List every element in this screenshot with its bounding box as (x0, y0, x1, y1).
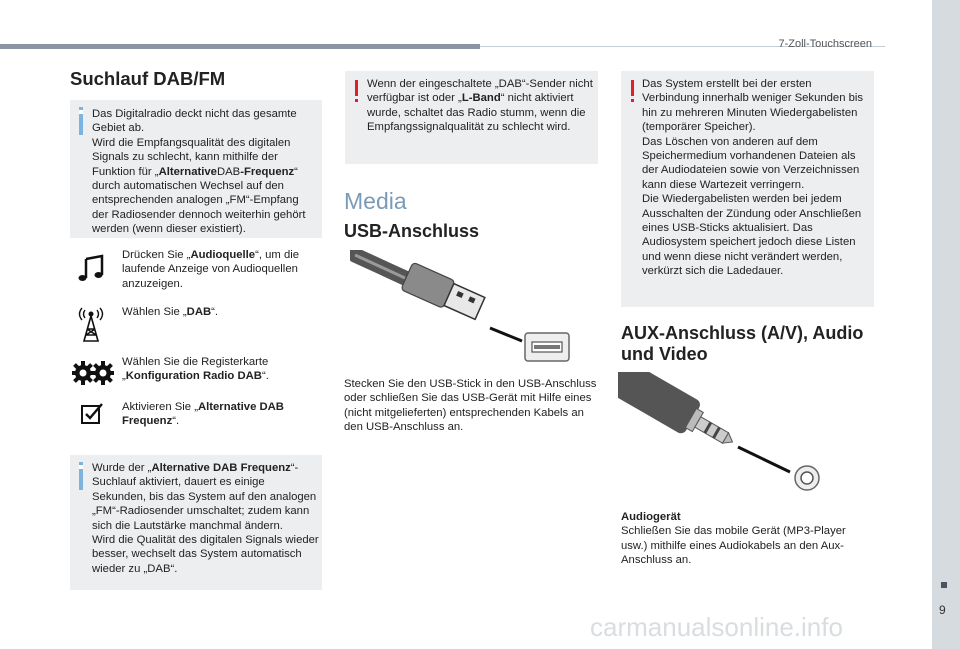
warning-note-text: Das System erstellt bei der ersten Verbindung innerhalb weniger Sekunden bis hin zu mehreren Minuten Wiedergabelisten (temporärer Speicher). Das Löschen von anderen auf dem Speichermedium vorhandenen Dateien als der Audiodateien sowie von Verzeichnissen kann diese Wartezeit verringern. Die Wiedergabelisten werden bei jedem Ausschalten der Zündung oder Anschließen eines USB-Sticks aktualisiert. Das Audiosystem speichert jedoch diese Listen und wenn diese nicht verändert werden, verkürzt sich die Ladedauer. (642, 78, 864, 278)
side-margin (932, 0, 960, 649)
warning-icon (631, 80, 634, 96)
warning-icon (355, 80, 358, 96)
step-audio-source: Drücken Sie „Audioquelle“, um die laufende Anzeige von Audioquellen anzuzeigen. (122, 249, 300, 290)
info-note-text: Wurde der „Alternative DAB Frequenz“-Suchlauf aktiviert, dauert es einige Sekunden, bis das System auf den analogen „FM“-Radiosender umschaltet; zudem kann sich die Lautstärke manchmal ändern. Wird die Qualität des digitalen Signals wieder besser, wechselt das System automatisch wieder zu „DAB“. (92, 462, 319, 575)
audio-jack-illustration (618, 372, 828, 492)
warning-note-text: Wenn der eingeschaltete „DAB“-Sender nicht verfügbar ist oder „L-Band“ nicht aktiviert wurde, schaltet das Radio stumm, wenn die Empfangssignalqualität zu schlecht wird. (367, 78, 593, 134)
info-note-text: Das Digitalradio deckt nicht das gesamte Gebiet ab. Wird die Empfangsqualität des digitalen Signals zu schlecht, kann mithilfe der Funktion für „AlternativeDAB-Frequenz“ durch automatischen Wechsel auf den entsprechenden analogen „FM“-Empfang der Radiosender dennoch weiterhin gehört werden (wenn dieser existiert). (92, 108, 306, 236)
page-title: Suchlauf DAB/FM (70, 68, 226, 89)
section-title: 7-Zoll-Touchscreen (778, 38, 872, 50)
usb-heading: USB-Anschluss (344, 221, 480, 241)
antenna-icon (76, 305, 106, 343)
checkbox-icon (80, 401, 104, 425)
watermark: carmanualsonline.info (590, 612, 843, 642)
info-icon (79, 462, 83, 490)
aux-description: Audiogerät Schließen Sie das mobile Gerät (MP3-Player usw.) mithilfe eines Audiokabels an den Aux-Anschluss an. (621, 511, 846, 567)
info-icon (79, 107, 83, 135)
gears-icon (72, 360, 114, 386)
usb-plug-illustration (350, 250, 575, 365)
usb-description: Stecken Sie den USB-Stick in den USB-Anschluss oder schließen Sie das USB-Gerät mit Hilfe eines (nicht mitgelieferten) entsprechenden Kabels an den USB-Anschluss an. (344, 378, 597, 434)
warning-note-lband (345, 71, 598, 164)
aux-heading: AUX-Anschluss (A/V), Audio und Video (621, 323, 864, 364)
media-heading: Media (344, 188, 407, 214)
info-note-alt-freq (70, 455, 322, 590)
step-select-dab: Wählen Sie „DAB“. (122, 306, 219, 318)
page-marker (941, 582, 947, 588)
step-config-tab: Wählen Sie die Registerkarte „Konfiguration Radio DAB“. (122, 356, 269, 383)
info-note-digital-radio (70, 100, 322, 238)
warning-note-playlists (621, 71, 874, 307)
aux-label: Audiogerät (621, 511, 681, 523)
step-activate-alt: Aktivieren Sie „Alternative DAB Frequenz“. (122, 401, 284, 428)
music-note-icon (76, 254, 106, 284)
page-number: 9 (939, 603, 946, 617)
header-bar (0, 44, 480, 49)
